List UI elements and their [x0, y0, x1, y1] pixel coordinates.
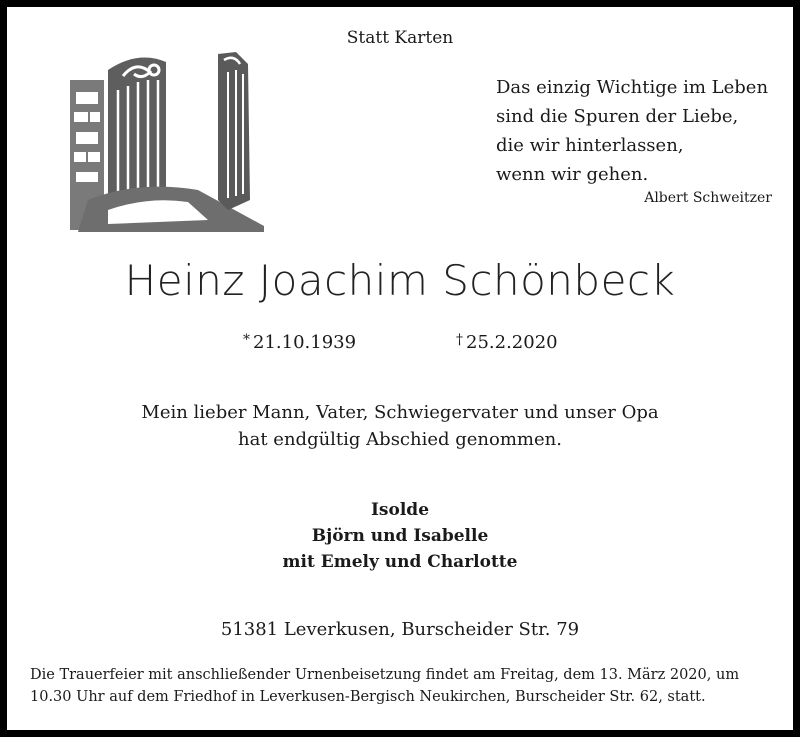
header-note: Statt Karten	[346, 28, 454, 48]
message-line: hat endgültig Abschied genommen.	[238, 429, 562, 450]
ceremony-details	[30, 664, 775, 708]
quote-author: Albert Schweitzer	[644, 190, 772, 206]
deceased-name: Heinz Joachim Schönbeck	[124, 256, 676, 305]
quote-line: Das einzig Wichtige im Leben	[496, 77, 769, 98]
quote-line: die wir hinterlassen,	[496, 135, 684, 156]
family-names	[0, 497, 800, 575]
open-gate-illustration	[68, 50, 264, 232]
death-symbol: †	[456, 332, 463, 348]
farewell-message	[0, 399, 800, 453]
birth-date-line	[243, 332, 356, 353]
family-address: 51381 Leverkusen, Burscheider Str. 79	[220, 619, 580, 640]
ceremony-line: 10.30 Uhr auf dem Friedhof in Leverkusen-Bergisch Neukirchen, Burscheider Str. 62, statt.	[30, 689, 706, 705]
birth-symbol: *	[243, 332, 250, 348]
message-line: Mein lieber Mann, Vater, Schwiegervater und unser Opa	[141, 402, 659, 423]
quote-line: sind die Spuren der Liebe,	[496, 106, 739, 127]
family-line: Björn und Isabelle	[311, 526, 489, 546]
birth-date: 21.10.1939	[253, 332, 357, 353]
death-date-line	[456, 332, 558, 353]
quote-line: wenn wir gehen.	[496, 164, 649, 185]
quote-block	[496, 73, 768, 189]
death-date: 25.2.2020	[466, 332, 558, 353]
family-line: mit Emely und Charlotte	[282, 552, 518, 572]
family-line: Isolde	[370, 500, 430, 520]
ceremony-line: Die Trauerfeier mit anschließender Urnenbeisetzung findet am Freitag, dem 13. März 2020, um	[30, 667, 740, 683]
